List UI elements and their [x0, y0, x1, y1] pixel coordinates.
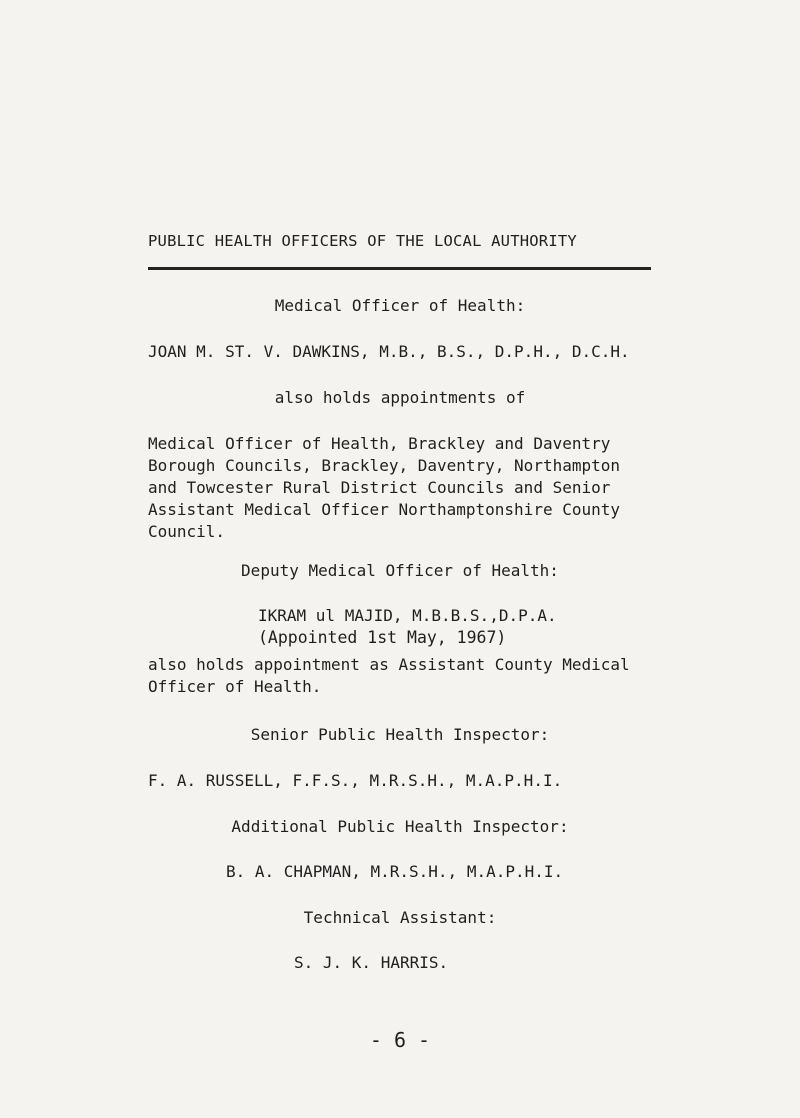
technical-assistant-role: Technical Assistant:	[303, 908, 497, 927]
page-heading: PUBLIC HEALTH OFFICERS OF THE LOCAL AUTHORITY	[148, 232, 577, 250]
additional-inspector-role: Additional Public Health Inspector:	[231, 817, 569, 836]
moh-name: JOAN M. ST. V. DAWKINS, M.B., B.S., D.P.H., D.C.H.	[148, 342, 630, 361]
deputy-name: IKRAM ul MAJID, M.B.B.S.,D.P.A.	[258, 606, 557, 625]
deputy-role: Deputy Medical Officer of Health:	[241, 561, 559, 580]
deputy-also-holds: also holds appointment as Assistant County Medical Officer of Health.	[148, 655, 630, 696]
technical-assistant-name: S. J. K. HARRIS.	[294, 953, 449, 972]
page-number: - 6 -	[369, 1028, 431, 1052]
heading-underline	[148, 267, 651, 270]
moh-role: Medical Officer of Health:	[274, 296, 526, 315]
deputy-appointed: (Appointed 1st May, 1967)	[258, 628, 507, 647]
moh-also-holds: also holds appointments of	[274, 388, 526, 407]
senior-inspector-name: F. A. RUSSELL, F.F.S., M.R.S.H., M.A.P.H.I.	[148, 771, 563, 790]
moh-appointments: Medical Officer of Health, Brackley and Daventry Borough Councils, Brackley, Daventry, Northampton and Towcester Rural District Councils and Senior Assistant Medical Officer Northamptonshire County Council.	[148, 434, 621, 541]
additional-inspector-name: B. A. CHAPMAN, M.R.S.H., M.A.P.H.I.	[226, 862, 564, 881]
senior-inspector-role: Senior Public Health Inspector:	[250, 725, 550, 744]
